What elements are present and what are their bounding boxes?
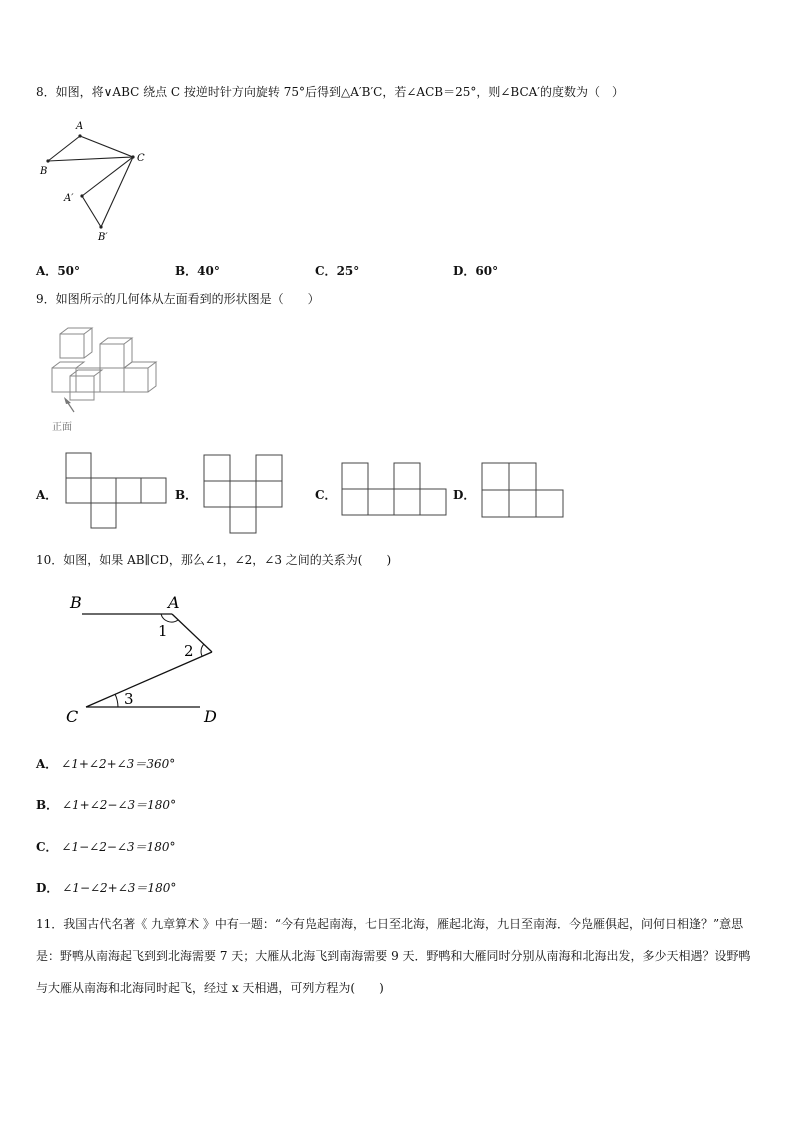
- question-8-figure: [36, 116, 156, 246]
- label-B: B: [70, 593, 82, 612]
- q9-option-c-label[interactable]: C．: [315, 488, 337, 502]
- front-label: 正面: [52, 422, 72, 433]
- q9-option-c-figure[interactable]: [340, 460, 450, 520]
- label-C: C: [137, 153, 145, 164]
- label-A-prime: A′: [64, 193, 74, 204]
- label-D: D: [204, 707, 217, 726]
- question-8-text: 8．如图，将∨ABC 绕点 C 按逆时针方向旋转 75°后得到△A′B′C，若∠ACB＝25°，则∠BCA′的度数为（ ）: [36, 85, 625, 99]
- question-11-text: 11．我国古代名著《 九章算术 》中有一题：“今有凫起南海，七日至北海，雁起北海，九日至南海．今凫雁俱起，问何日相逢？”意思是：野鸭从南海起飞到到北海需要 7 天；大雁从北海飞到南海需要 9 天．野鸭和大雁同时分别从南海和北海出发，多少天相遇？设野鸭与大雁从南海和北海同时起飞，经过 x 天相遇，可列方程为( ): [36, 917, 751, 995]
- label-B: B: [40, 166, 48, 177]
- q9-option-a-label[interactable]: A．: [36, 488, 58, 502]
- label-B-prime: B′: [98, 232, 108, 243]
- q9-option-a-figure[interactable]: [64, 452, 170, 534]
- angle-1-label: 1: [158, 622, 168, 640]
- question-10-figure: [60, 590, 240, 730]
- q10-option-d[interactable]: D． ∠1−∠2+∠3＝180°: [36, 881, 177, 895]
- question-9-solid-figure: [44, 322, 174, 437]
- q8-option-d[interactable]: D．60°: [453, 264, 499, 278]
- q10-option-b[interactable]: B． ∠1+∠2−∠3＝180°: [36, 798, 177, 812]
- q9-option-b-label[interactable]: B．: [175, 488, 198, 502]
- q9-option-d-label[interactable]: D．: [453, 488, 476, 502]
- q9-option-b-figure[interactable]: [202, 452, 286, 536]
- angle-2-label: 2: [184, 642, 194, 660]
- question-9-text: 9．如图所示的几何体从左面看到的形状图是（ ）: [36, 292, 320, 306]
- q8-option-b[interactable]: B．40°: [175, 264, 220, 278]
- q8-option-c[interactable]: C．25°: [315, 264, 360, 278]
- angle-3-label: 3: [124, 690, 134, 708]
- q9-option-d-figure[interactable]: [480, 460, 566, 522]
- question-10-text: 10．如图，如果 AB∥CD，那么∠1，∠2，∠3 之间的关系为( ): [36, 553, 392, 567]
- q8-option-a[interactable]: A．50°: [36, 264, 81, 278]
- label-C: C: [66, 707, 79, 726]
- q10-option-c[interactable]: C． ∠1−∠2−∠3＝180°: [36, 840, 176, 854]
- q10-option-a[interactable]: A． ∠1+∠2+∠3＝360°: [36, 757, 176, 771]
- label-A: A: [168, 593, 180, 612]
- label-A: A: [76, 121, 84, 132]
